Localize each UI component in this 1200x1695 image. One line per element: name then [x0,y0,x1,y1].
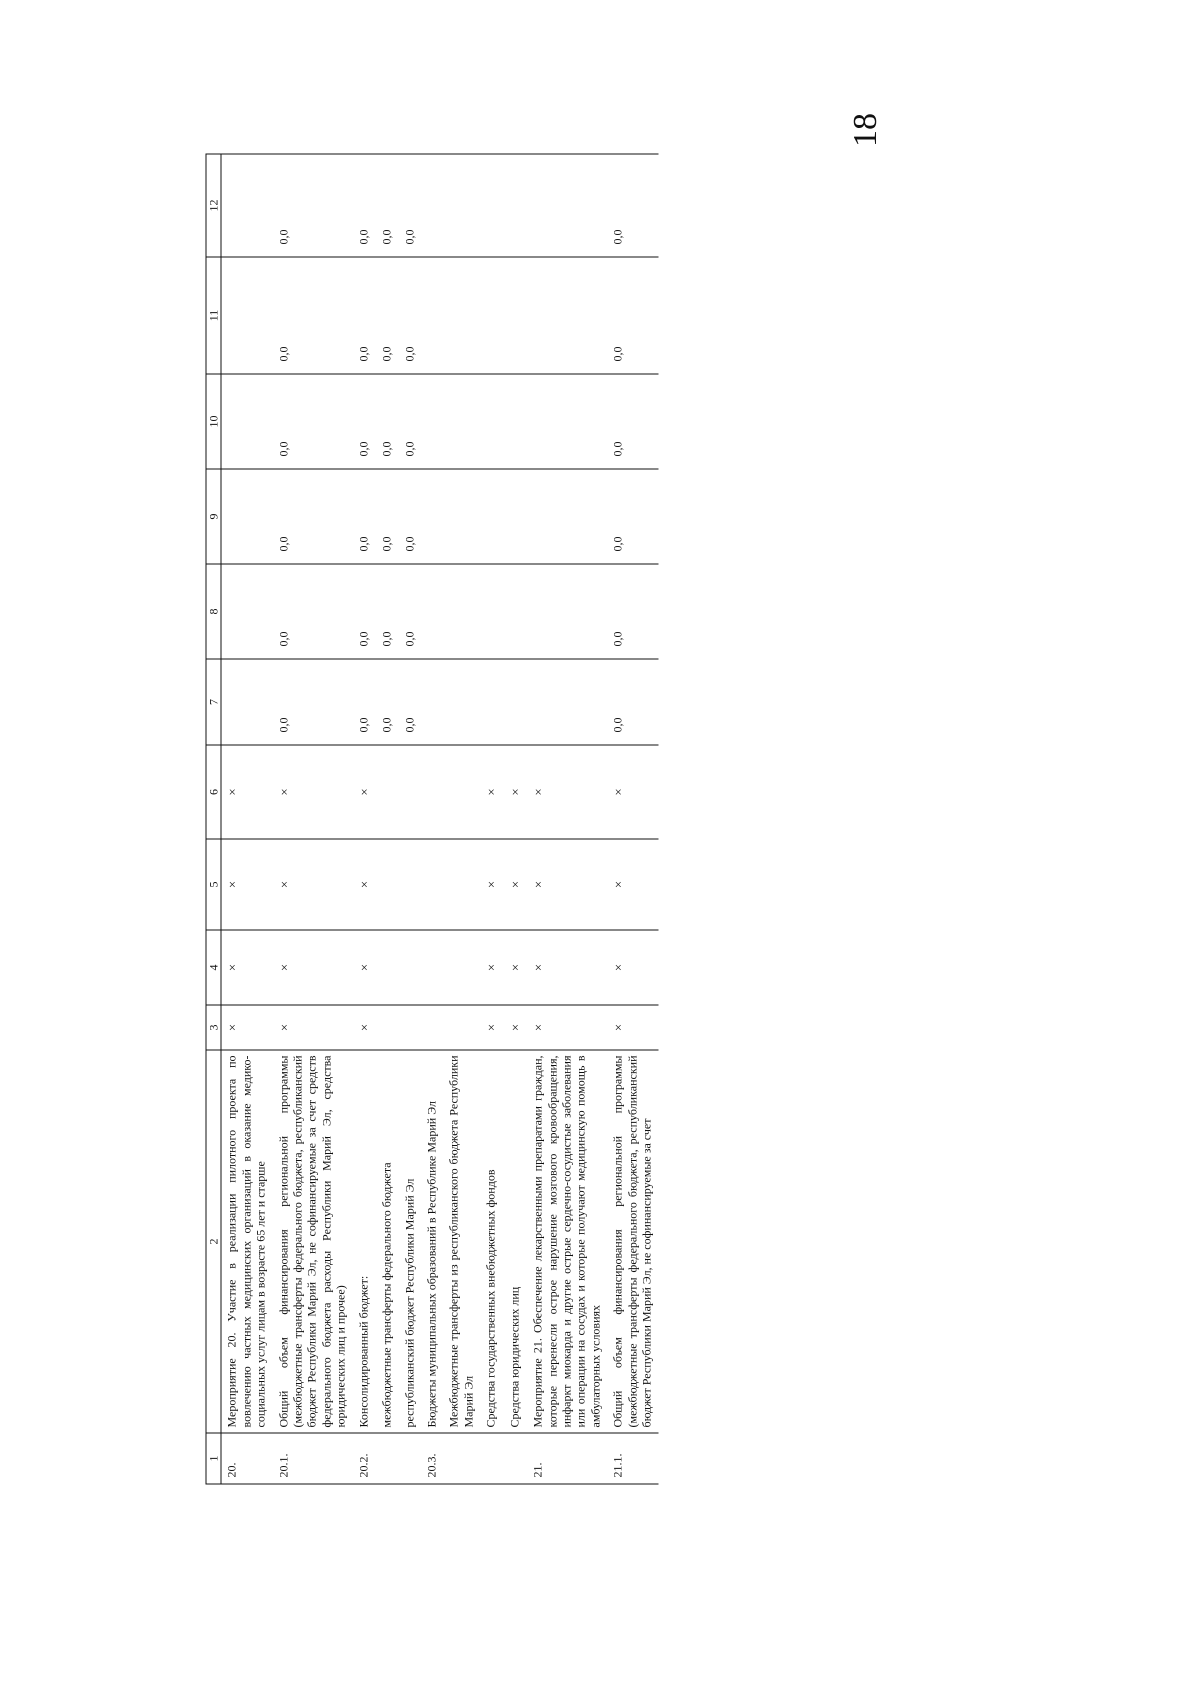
cell-col-9 [504,469,528,564]
cell-col-5: × [221,839,273,930]
cell-col-12 [504,154,528,257]
cell-col-7 [444,659,481,745]
cell-col-5: × [353,839,377,930]
cell-col-6 [399,745,421,839]
header-col-11: 11 [206,257,221,374]
row-description: республиканский бюджет Республики Марий Эл [399,1050,421,1433]
row-description: Общий объем финансирования региональной программы (межбюджетные трансферты федерального бюджета, республиканский бюджет Республики Марий Эл, не софинансируемые за счет средств федерального бюджета расходы Республики Марий Эл, средства юридических лиц и прочее) [273,1050,353,1433]
cell-col-11: 0,0 [608,257,659,374]
cell-col-12: 0,0 [273,154,353,257]
row-number: 20.2. [353,1433,377,1484]
cell-col-10: 0,0 [377,374,399,469]
cell-col-10: 0,0 [399,374,421,469]
header-col-7: 7 [206,659,221,745]
cell-col-3: × [481,1005,505,1050]
cell-col-3: × [608,1005,659,1050]
row-description: Общий объем финансирования региональной программы (межбюджетные трансферты федерального бюджета, республиканский бюджет Республики Марий Эл, не софинансируемые за счет [608,1050,659,1433]
cell-col-7 [504,659,528,745]
cell-col-5 [421,839,443,930]
row-description: Бюджеты муниципальных образований в Республике Марий Эл [421,1050,443,1433]
cell-col-4 [421,930,443,1005]
cell-col-3 [444,1005,481,1050]
cell-col-11 [504,257,528,374]
table-row [481,154,505,1484]
header-col-10: 10 [206,374,221,469]
cell-col-5: × [608,839,659,930]
cell-col-6: × [528,745,608,839]
table-body [221,154,658,1484]
cell-col-9 [444,469,481,564]
cell-col-10 [528,374,608,469]
cell-col-4: × [273,930,353,1005]
header-col-1: 1 [206,1433,221,1484]
header-col-2: 2 [206,1050,221,1433]
cell-col-5: × [528,839,608,930]
cell-col-8 [528,564,608,659]
cell-col-8 [481,564,505,659]
cell-col-8: 0,0 [273,564,353,659]
cell-col-10 [444,374,481,469]
cell-col-11: 0,0 [399,257,421,374]
row-number: 20. [221,1433,273,1484]
cell-col-4: × [221,930,273,1005]
cell-col-7 [421,659,443,745]
cell-col-10: 0,0 [273,374,353,469]
header-row [206,154,221,1484]
cell-col-10 [221,374,273,469]
cell-col-7 [481,659,505,745]
header-col-3: 3 [206,1005,221,1050]
cell-col-4 [399,930,421,1005]
table-row [399,154,421,1484]
cell-col-8: 0,0 [377,564,399,659]
cell-col-12: 0,0 [377,154,399,257]
cell-col-8 [504,564,528,659]
row-description: Межбюджетные трансферты из республиканского бюджета Республики Марий Эл [444,1050,481,1433]
cell-col-11 [221,257,273,374]
cell-col-6 [444,745,481,839]
cell-col-9: 0,0 [273,469,353,564]
cell-col-8 [421,564,443,659]
row-number [399,1433,421,1484]
row-number: 20.1. [273,1433,353,1484]
cell-col-11 [528,257,608,374]
table-row [273,154,353,1484]
row-description: Средства юридических лиц [504,1050,528,1433]
cell-col-10 [421,374,443,469]
cell-col-11: 0,0 [273,257,353,374]
cell-col-8: 0,0 [353,564,377,659]
cell-col-7: 0,0 [399,659,421,745]
cell-col-12 [444,154,481,257]
row-number [444,1433,481,1484]
header-col-12: 12 [206,154,221,257]
cell-col-6 [377,745,399,839]
cell-col-4: × [608,930,659,1005]
cell-col-3: × [353,1005,377,1050]
cell-col-9 [221,469,273,564]
cell-col-10 [481,374,505,469]
table-header [206,154,221,1484]
cell-col-11 [481,257,505,374]
row-description: межбюджетные трансферты федерального бюджета [377,1050,399,1433]
cell-col-3 [421,1005,443,1050]
cell-col-5 [399,839,421,930]
row-number: 21.1. [608,1433,659,1484]
cell-col-11 [444,257,481,374]
row-number [481,1433,505,1484]
row-number [504,1433,528,1484]
header-col-9: 9 [206,469,221,564]
cell-col-7: 0,0 [377,659,399,745]
cell-col-9: 0,0 [377,469,399,564]
cell-col-9 [481,469,505,564]
row-number [377,1433,399,1484]
cell-col-10: 0,0 [608,374,659,469]
cell-col-9 [528,469,608,564]
row-description: Консолидированный бюджет: [353,1050,377,1433]
cell-col-3: × [504,1005,528,1050]
table-row [444,154,481,1484]
table-row [421,154,443,1484]
cell-col-11: 0,0 [377,257,399,374]
cell-col-12 [221,154,273,257]
cell-col-5 [377,839,399,930]
cell-col-12: 0,0 [399,154,421,257]
cell-col-4: × [504,930,528,1005]
row-number: 21. [528,1433,608,1484]
cell-col-6: × [273,745,353,839]
table-row [504,154,528,1484]
cell-col-3: × [221,1005,273,1050]
cell-col-4: × [353,930,377,1005]
cell-col-3 [377,1005,399,1050]
cell-col-12 [421,154,443,257]
cell-col-5: × [273,839,353,930]
cell-col-7 [528,659,608,745]
cell-col-9: 0,0 [399,469,421,564]
header-col-5: 5 [206,839,221,930]
cell-col-3 [399,1005,421,1050]
cell-col-5: × [504,839,528,930]
header-col-6: 6 [206,745,221,839]
cell-col-6 [421,745,443,839]
cell-col-9: 0,0 [608,469,659,564]
cell-col-6: × [504,745,528,839]
cell-col-5: × [481,839,505,930]
cell-col-4 [377,930,399,1005]
financing-table-rotated [206,155,931,1485]
row-number: 20.3. [421,1433,443,1484]
table-row [221,154,273,1484]
table-row [608,154,659,1484]
cell-col-6: × [481,745,505,839]
cell-col-9 [421,469,443,564]
header-col-8: 8 [206,564,221,659]
header-col-4: 4 [206,930,221,1005]
table-row [528,154,608,1484]
cell-col-4 [444,930,481,1005]
cell-col-11: 0,0 [353,257,377,374]
cell-col-6: × [353,745,377,839]
cell-col-5 [444,839,481,930]
row-description: Мероприятие 20. Участие в реализации пилотного проекта по вовлечению частных медицинских организаций в оказание медико-социальных услуг лицам в возрасте 65 лет и старше [221,1050,273,1433]
cell-col-7: 0,0 [608,659,659,745]
cell-col-8 [221,564,273,659]
table-row [353,154,377,1484]
cell-col-3: × [273,1005,353,1050]
cell-col-7 [221,659,273,745]
cell-col-6: × [608,745,659,839]
cell-col-7: 0,0 [273,659,353,745]
cell-col-4: × [481,930,505,1005]
row-description: Средства государственных внебюджетных фондов [481,1050,505,1433]
cell-col-8: 0,0 [608,564,659,659]
cell-col-9: 0,0 [353,469,377,564]
cell-col-6: × [221,745,273,839]
cell-col-12 [528,154,608,257]
cell-col-8: 0,0 [399,564,421,659]
financing-table [206,154,659,1485]
table-row [377,154,399,1484]
cell-col-12 [481,154,505,257]
cell-col-7: 0,0 [353,659,377,745]
cell-col-10: 0,0 [353,374,377,469]
cell-col-11 [421,257,443,374]
cell-col-4: × [528,930,608,1005]
row-description: Мероприятие 21. Обеспечение лекарственными препаратами граждан, которые перенесли острое нарушение мозгового кровообращения, инфаркт миокарда и другие острые сердечно-сосудистые заболевания или операции на сосудах и которые получают медицинскую помощь в амбулаторных условиях [528,1050,608,1433]
page-number: 18 [847,113,884,147]
cell-col-8 [444,564,481,659]
cell-col-12: 0,0 [608,154,659,257]
cell-col-3: × [528,1005,608,1050]
cell-col-12: 0,0 [353,154,377,257]
cell-col-10 [504,374,528,469]
